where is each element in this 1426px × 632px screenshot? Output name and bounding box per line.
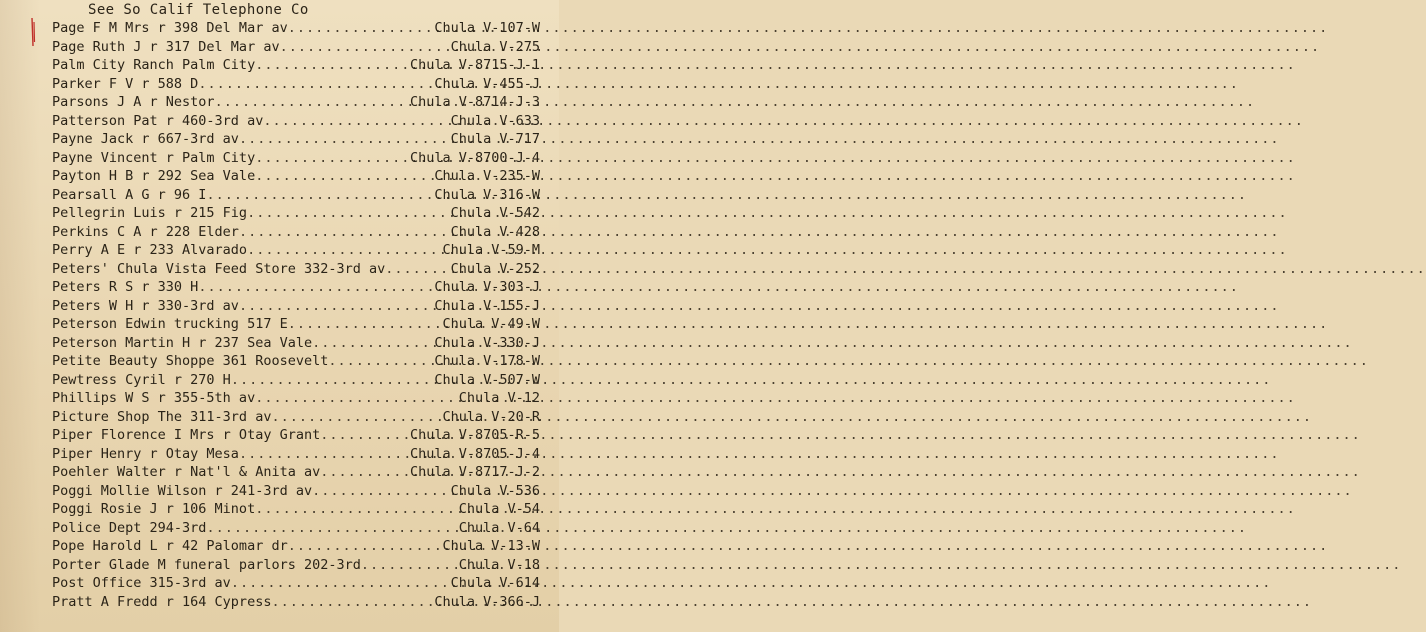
listing-name: Parker F V r 588 D — [52, 75, 199, 92]
listing-name: Payton H B r 292 Sea Vale — [52, 168, 256, 184]
listing-number: Chula V-507-W — [434, 371, 540, 388]
listing-number: Chula V-59-M — [442, 242, 540, 258]
listing-entry — [52, 130, 540, 149]
listing-entry — [52, 334, 540, 353]
listing-name: Pratt A Fredd r 164 Cypress — [52, 593, 272, 610]
listing-entry — [52, 574, 540, 593]
leader-dots — [328, 352, 432, 371]
listing-number: Chula V-614 — [450, 575, 540, 591]
listing-number: Chula V-13-W — [442, 538, 540, 554]
listing-name: Pellegrin Luis r 215 Fig — [52, 205, 248, 221]
listing-entry — [52, 93, 540, 112]
leader-dots — [239, 297, 432, 316]
listing-number: Chula V-542 — [450, 205, 540, 221]
leader-dots — [255, 500, 457, 519]
listing-entry — [52, 371, 540, 390]
listing-name: Pope Harold L r 42 Palomar dr — [52, 538, 288, 554]
listing-entry — [52, 315, 540, 334]
listing-entry — [52, 19, 540, 38]
listing-entry — [52, 445, 540, 464]
leader-dots — [239, 130, 449, 149]
listing-number: Chula V-8715-J-1 — [409, 57, 540, 73]
listing-name: Parsons J A r Nestor — [52, 94, 215, 110]
listing-entry — [52, 426, 540, 445]
listing-entry — [52, 149, 540, 168]
listing-entry — [52, 352, 540, 371]
leader-dots — [255, 56, 408, 75]
listing-entry — [52, 278, 540, 297]
leader-dots — [361, 556, 457, 575]
listing-name: Page F M Mrs r 398 Del Mar av — [52, 20, 288, 36]
listing-entry — [52, 75, 540, 94]
listing-number: Chula V-49-W — [442, 316, 540, 332]
leader-dots — [255, 167, 432, 186]
listing-entry — [52, 389, 540, 408]
listing-name: Perry A E r 233 Alvarado — [52, 242, 248, 258]
leader-dots — [288, 315, 441, 334]
listing-name: Poggi Mollie Wilson r 241-3rd av — [52, 482, 313, 499]
listing-name: Phillips W S r 355-5th av — [52, 390, 256, 406]
leader-dots — [312, 482, 449, 501]
listing-entry — [52, 537, 540, 556]
leader-dots — [271, 593, 432, 612]
listing-number: Chula V-455-J — [434, 75, 540, 92]
listing-list — [52, 19, 540, 611]
listing-name: Peters R S r 330 H — [52, 279, 199, 295]
listing-name: Perkins C A r 228 Elder — [52, 223, 239, 240]
listing-number: Chula V-235-W — [434, 168, 540, 184]
leader-dots — [231, 574, 449, 593]
listing-name: Pewtress Cyril r 270 H — [52, 371, 231, 388]
listing-number: Chula V-8717-J-2 — [409, 464, 540, 480]
listing-name: Piper Henry r Otay Mesa — [52, 445, 239, 462]
listing-entry — [52, 204, 540, 223]
listing-name: Porter Glade M funeral parlors 202-3rd — [52, 556, 361, 573]
listing-entry — [52, 260, 540, 279]
listing-entry — [52, 167, 540, 186]
listing-name: Payne Jack r 667-3rd av — [52, 131, 239, 147]
leader-dots — [288, 537, 441, 556]
listing-number: Chula V-717 — [450, 131, 540, 147]
listing-number: Chula V-303-J — [434, 279, 540, 295]
leader-dots — [271, 408, 440, 427]
listing-entry — [52, 38, 540, 57]
listing-number: Chula V-8714-J-3 — [409, 94, 540, 110]
listing-number: Chula V-20-R — [442, 408, 540, 425]
listing-name: Petite Beauty Shoppe 361 Roosevelt — [52, 353, 329, 369]
listing-entry — [52, 519, 540, 538]
leader-dots — [239, 223, 449, 242]
listing-name: Payne Vincent r Palm City — [52, 149, 256, 166]
listing-name: Post Office 315-3rd av — [52, 575, 231, 591]
listing-name: Page Ruth J r 317 Del Mar av — [52, 38, 280, 55]
leader-dots — [206, 186, 432, 205]
listing-number: Chula V-316-W — [434, 186, 540, 203]
listing-name: Peterson Martin H r 237 Sea Vale — [52, 334, 313, 351]
listing-number: Chula V-155-J — [434, 297, 540, 314]
listing-name: Palm City Ranch Palm City — [52, 57, 256, 73]
listing-entry — [52, 463, 540, 482]
listing-entry — [52, 593, 540, 612]
listing-name: Pearsall A G r 96 I — [52, 186, 207, 203]
leader-dots — [198, 278, 432, 297]
listing-number: Chula V-12 — [458, 390, 540, 406]
leader-dots — [288, 19, 433, 38]
leader-dots — [255, 149, 408, 168]
listing-number: Chula V-633 — [450, 112, 540, 129]
listing-number: Chula V-366-J — [434, 593, 540, 610]
listing-entry — [52, 500, 540, 519]
leader-dots — [198, 75, 432, 94]
leader-dots — [247, 204, 449, 223]
listing-entry — [52, 297, 540, 316]
leader-dots — [247, 241, 440, 260]
page-header: See So Calif Telephone Co — [88, 2, 309, 18]
leader-dots — [385, 260, 448, 279]
listing-entry — [52, 56, 540, 75]
leader-dots — [280, 38, 449, 57]
listing-number: Chula V-275 — [450, 38, 540, 55]
listing-name: Poggi Rosie J r 106 Minot — [52, 501, 256, 517]
listing-entry — [52, 556, 540, 575]
leader-dots — [320, 463, 408, 482]
listing-number: Chula V-8705-R-5 — [409, 427, 540, 443]
listing-entry — [52, 112, 540, 131]
leader-dots — [263, 112, 448, 131]
leader-dots — [320, 426, 408, 445]
listing-entry — [52, 186, 540, 205]
listing-name: Police Dept 294-3rd — [52, 519, 207, 536]
leader-dots — [231, 371, 433, 390]
listing-number: Chula V-54 — [458, 501, 540, 517]
red-pencil-mark — [31, 18, 35, 46]
listing-number: Chula V-536 — [450, 482, 540, 499]
listing-entry — [52, 408, 540, 427]
listing-name: Peters' Chula Vista Feed Store 332-3rd av — [52, 260, 386, 277]
leader-dots — [312, 334, 432, 353]
listing-number: Chula V-64 — [458, 519, 540, 536]
leader-dots — [239, 445, 408, 464]
listing-number: Chula V-178-W — [434, 353, 540, 369]
listing-entry — [52, 482, 540, 501]
listing-entry — [52, 223, 540, 242]
listing-number: Chula V-8700-J-4 — [409, 149, 540, 166]
listing-name: Peters W H r 330-3rd av — [52, 297, 239, 314]
listing-number: Chula V-330-J — [434, 334, 540, 351]
directory-page — [0, 0, 559, 632]
listing-name: Piper Florence I Mrs r Otay Grant — [52, 427, 321, 443]
listing-number: Chula V-8705-J-4 — [409, 445, 540, 462]
listing-name: Poehler Walter r Nat'l & Anita av — [52, 464, 321, 480]
listing-number: Chula V-428 — [450, 223, 540, 240]
listing-entry — [52, 241, 540, 260]
listing-name: Picture Shop The 311-3rd av — [52, 408, 272, 425]
listing-number: Chula V-18 — [458, 556, 540, 573]
listing-number: Chula V-252 — [450, 260, 540, 277]
leader-dots — [215, 93, 408, 112]
listing-name: Patterson Pat r 460-3rd av — [52, 112, 264, 129]
listing-number: Chula V-107-W — [434, 20, 540, 36]
leader-dots — [206, 519, 456, 538]
leader-dots — [255, 389, 457, 408]
listing-name: Peterson Edwin trucking 517 E — [52, 316, 288, 332]
